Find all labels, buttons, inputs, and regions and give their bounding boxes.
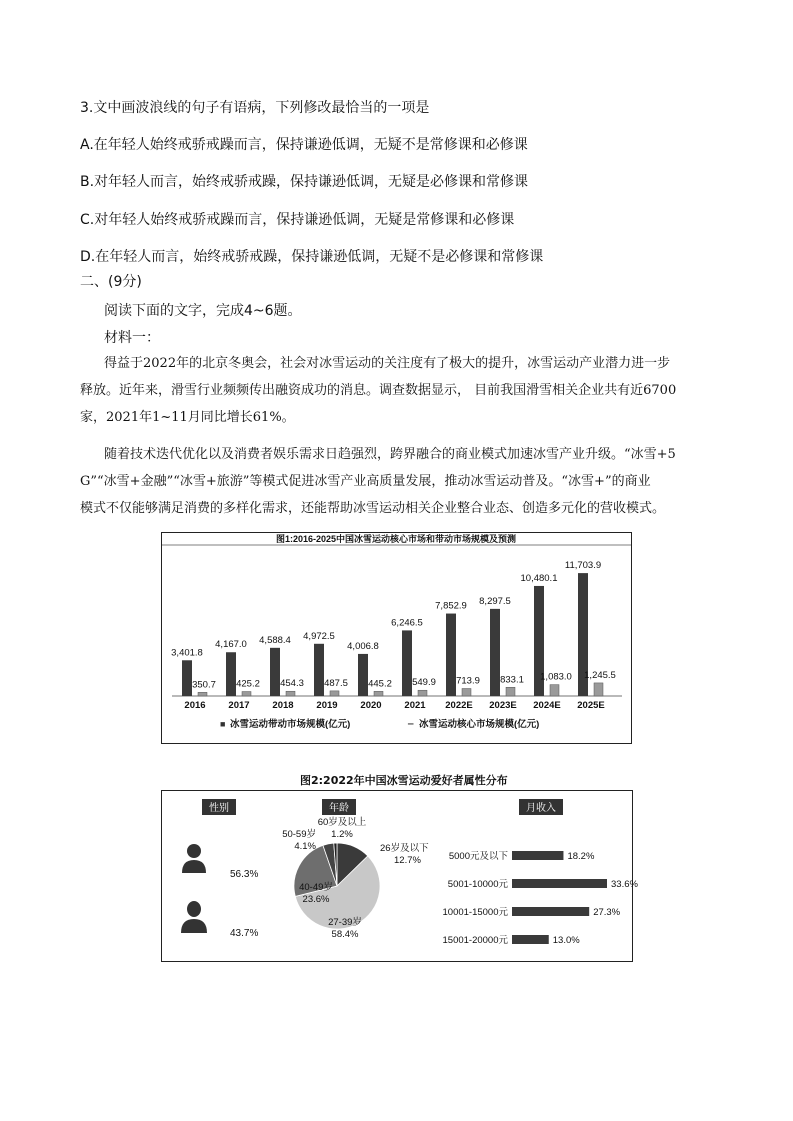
bar-core-market-2025E xyxy=(594,683,603,696)
label-driven-market-2025E: 11,703.9 xyxy=(564,560,602,572)
pie-label-27-39: 27-39岁 xyxy=(328,917,362,928)
bar-core-market-2024E xyxy=(550,685,559,696)
legend-label-driven: 冰雪运动带动市场规模(亿元) xyxy=(230,719,351,730)
bar-driven-market-2018 xyxy=(270,648,280,696)
age-header: 年龄 xyxy=(329,803,349,814)
market-size-bar-chart xyxy=(162,533,631,743)
paragraph-2 xyxy=(80,441,730,522)
figure-2-title: 图2:2022年中国冰雪运动爱好者属性分布 xyxy=(300,774,508,787)
x-tick-2025E: 2025E xyxy=(577,700,605,711)
label-driven-market-2016: 3,401.8 xyxy=(171,647,203,659)
figure-2-frame xyxy=(161,790,638,962)
bar-core-market-2020 xyxy=(374,691,383,696)
label-core-market-2017: 425.2 xyxy=(236,678,260,690)
bar-driven-market-2019 xyxy=(314,644,324,696)
paragraph-line: 随着技术迭代优化以及消费者娱乐需求日趋强烈，跨界融合的商业模式加速冰雪产业升级。“冰雪+5 xyxy=(104,447,676,462)
income-header: 月收入 xyxy=(526,803,556,814)
pie-label-40-49: 40-49岁 xyxy=(299,882,333,893)
pie-pct-27-39: 58.4% xyxy=(331,929,359,940)
x-tick-2024E: 2024E xyxy=(533,700,561,711)
label-core-market-2024E: 1,083.0 xyxy=(540,671,572,683)
x-tick-2016: 2016 xyxy=(184,700,206,711)
x-tick-2017: 2017 xyxy=(228,700,250,711)
male-share: 56.3% xyxy=(230,869,259,880)
bar-driven-market-2016 xyxy=(182,660,192,696)
bar-core-market-2023E xyxy=(506,687,515,696)
pie-label-26-under: 26岁及以下 xyxy=(380,843,429,854)
pie-pct-26-under: 12.7% xyxy=(394,855,421,866)
bar-driven-market-2022E xyxy=(446,614,456,696)
section-instruction: 阅读下面的文字，完成4~6题。 xyxy=(104,303,302,319)
label-core-market-2025E: 1,245.5 xyxy=(584,669,616,681)
label-core-market-2020: 445.2 xyxy=(368,678,392,690)
paragraph-line: G”“冰雪+金融”“冰雪+旅游”等模式促进冰雪产业高质量发展，推动冰雪运动普及。“冰雪+”的商业 xyxy=(80,474,651,489)
paragraph-1 xyxy=(80,350,730,431)
bar-driven-market-2017 xyxy=(226,652,236,696)
legend-label-core: 冰雪运动核心市场规模(亿元) xyxy=(419,719,540,730)
income-bar xyxy=(512,879,607,888)
x-tick-2022E: 2022E xyxy=(445,700,473,711)
bar-core-market-2021 xyxy=(418,690,427,696)
x-tick-2019: 2019 xyxy=(316,700,338,711)
bar-core-market-2016 xyxy=(198,692,207,696)
x-tick-2018: 2018 xyxy=(272,700,294,711)
bar-core-market-2019 xyxy=(330,691,339,696)
income-bar xyxy=(512,907,589,916)
label-driven-market-2021: 6,246.5 xyxy=(391,617,423,629)
gender-header: 性别 xyxy=(209,803,229,814)
bar-driven-market-2020 xyxy=(358,654,368,696)
label-driven-market-2019: 4,972.5 xyxy=(303,630,335,642)
question-3-stem: 3.文中画波浪线的句子有语病，下列修改最恰当的一项是 xyxy=(80,100,430,116)
pie-pct-60-plus: 1.2% xyxy=(331,829,353,840)
label-driven-market-2018: 4,588.4 xyxy=(259,634,291,646)
legend-marker-core: ━ xyxy=(408,719,414,729)
material-label: 材料一： xyxy=(104,330,160,346)
income-bar xyxy=(512,851,563,860)
male-person-icon xyxy=(182,844,206,873)
label-core-market-2016: 350.7 xyxy=(192,679,216,691)
female-person-icon xyxy=(181,901,207,933)
pie-label-50-59: 50-59岁 xyxy=(282,829,316,840)
x-tick-2023E: 2023E xyxy=(489,700,517,711)
label-core-market-2018: 454.3 xyxy=(280,678,304,690)
income-category-label: 5000元及以下 xyxy=(448,851,508,862)
label-core-market-2019: 487.5 xyxy=(324,677,348,689)
label-driven-market-2023E: 8,297.5 xyxy=(479,595,511,607)
bar-core-market-2017 xyxy=(242,692,251,696)
option-c: C.对年轻人始终戒骄戒躁而言，保持谦逊低调，无疑是常修课和必修课 xyxy=(80,212,515,228)
bar-core-market-2022E xyxy=(462,689,471,696)
income-category-label: 15001-20000元 xyxy=(442,935,508,946)
pie-pct-40-49: 23.6% xyxy=(302,894,330,905)
pie-pct-50-59: 4.1% xyxy=(294,841,316,852)
pie-label-60-plus: 60岁及以上 xyxy=(317,817,367,828)
label-core-market-2021: 549.9 xyxy=(412,677,436,689)
option-a: A.在年轻人始终戒骄戒躁而言，保持谦逊低调，无疑不是常修课和必修课 xyxy=(80,137,528,153)
bar-driven-market-2021 xyxy=(402,630,412,696)
bar-core-market-2018 xyxy=(286,691,295,696)
label-driven-market-2017: 4,167.0 xyxy=(215,639,247,651)
income-category-label: 5001-10000元 xyxy=(447,879,508,890)
figure-1-frame xyxy=(161,532,632,744)
paragraph-line: 家，2021年1~11月同比增长61%。 xyxy=(80,410,295,425)
paragraph-line: 得益于2022年的北京冬奥会，社会对冰雪运动的关注度有了极大的提升，冰雪运动产业潜力进一步 xyxy=(104,356,671,371)
income-value-label: 18.2% xyxy=(567,851,595,862)
income-category-label: 10001-15000元 xyxy=(442,907,508,918)
bar-driven-market-2023E xyxy=(490,609,500,696)
label-driven-market-2020: 4,006.8 xyxy=(347,640,379,652)
income-value-label: 13.0% xyxy=(552,935,580,946)
legend-marker-driven: ■ xyxy=(220,719,226,729)
option-b: B.对年轻人而言，始终戒骄戒躁，保持谦逊低调，无疑是必修课和常修课 xyxy=(80,174,529,190)
paragraph-line: 释放。近年来，滑雪行业频频传出融资成功的消息。调查数据显示， 目前我国滑雪相关企业共有近6700 xyxy=(80,383,677,398)
female-share: 43.7% xyxy=(230,928,259,939)
label-driven-market-2024E: 10,480.1 xyxy=(520,572,558,584)
fan-attributes-chart xyxy=(162,791,638,961)
income-value-label: 33.6% xyxy=(611,879,638,890)
figure-1-title: 图1:2016-2025中国冰雪运动核心市场和带动市场规模及预测 xyxy=(275,534,517,544)
label-core-market-2022E: 713.9 xyxy=(456,675,480,687)
label-core-market-2023E: 833.1 xyxy=(500,674,524,686)
x-tick-2021: 2021 xyxy=(404,700,426,711)
section-heading: 二、(9分) xyxy=(80,274,142,290)
label-driven-market-2022E: 7,852.9 xyxy=(435,600,467,612)
option-d: D.在年轻人而言，始终戒骄戒躁，保持谦逊低调，无疑不是必修课和常修课 xyxy=(80,249,544,265)
paragraph-line: 模式不仅能够满足消费的多样化需求，还能帮助冰雪运动相关企业整合业态、创造多元化的营收模式。 xyxy=(80,501,666,516)
income-bar xyxy=(512,935,549,944)
income-value-label: 27.3% xyxy=(593,907,621,918)
x-tick-2020: 2020 xyxy=(360,700,382,711)
